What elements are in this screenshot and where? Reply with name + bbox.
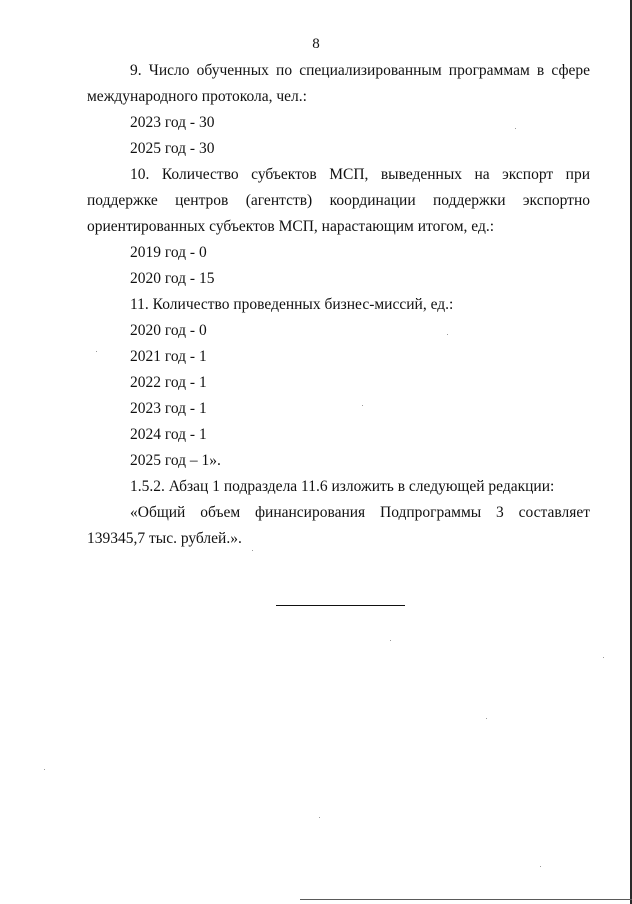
page-number: 8 (312, 36, 320, 52)
item-10-text: 10. Количество субъектов МСП, выведенных на экспорт при поддержке центров (агентств) координации поддержки экспортно ориентированных субъектов МСП, нарастающим итогом, ед.: (87, 166, 590, 235)
item-10-value-2020: 2020 год - 15 (130, 270, 215, 287)
separator-line (276, 605, 405, 606)
scan-bottom-edge (300, 899, 632, 900)
scan-speck (515, 128, 516, 129)
amendment-instruction: 1.5.2. Абзац 1 подраздела 11.6 изложить в следующей редакции: (130, 478, 555, 495)
scan-speck (44, 769, 45, 770)
item-11-value-2020: 2020 год - 0 (130, 322, 207, 339)
scan-speck (447, 334, 448, 335)
document-body (87, 58, 590, 552)
item-11-value-2022: 2022 год - 1 (130, 374, 207, 391)
item-9-text: 9. Число обученных по специализированным программам в сфере международного протокола, чел.: (87, 62, 590, 105)
scan-speck (486, 718, 487, 719)
item-9-value-2023: 2023 год - 30 (130, 114, 215, 131)
scan-speck (319, 817, 320, 818)
item-11-value-2025: 2025 год – 1». (130, 452, 221, 469)
item-10-value-2019: 2019 год - 0 (130, 244, 207, 261)
item-9-value-2025: 2025 год - 30 (130, 140, 215, 157)
scan-speck (362, 405, 363, 406)
item-11-value-2023: 2023 год - 1 (130, 400, 207, 417)
scan-speck (96, 351, 97, 352)
amendment-quote: «Общий объем финансирования Подпрограммы 3 составляет 139345,7 тыс. рублей.». (87, 504, 590, 547)
item-11-value-2024: 2024 год - 1 (130, 426, 207, 443)
scan-speck (603, 657, 604, 658)
scan-speck (252, 550, 253, 551)
scan-speck (390, 640, 391, 641)
item-11-value-2021: 2021 год - 1 (130, 348, 207, 365)
item-11-text: 11. Количество проведенных бизнес-миссий, ед.: (130, 296, 454, 313)
scan-speck (540, 866, 541, 867)
